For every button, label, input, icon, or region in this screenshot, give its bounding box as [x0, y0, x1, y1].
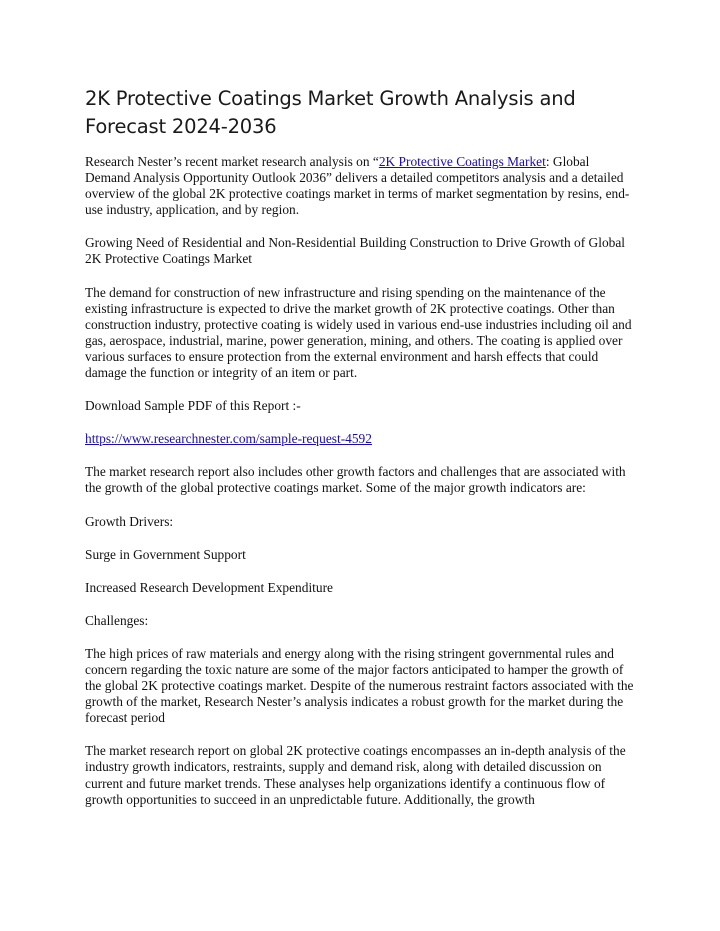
- challenges-label: Challenges:: [85, 612, 149, 628]
- intro-text-after: : Global Demand Analysis Opportunity Outlook 2036” delivers a detailed competitors analysis and a detailed overview of the global 2K protective coatings market in terms of market segmentation by resins, end-use industry, application, and by region.: [85, 154, 630, 218]
- growth-drivers-label: Growth Drivers:: [85, 513, 174, 529]
- intro-text-before: Research Nester’s recent market research analysis on “: [85, 154, 379, 169]
- document-body: [85, 154, 637, 825]
- market-link[interactable]: 2K Protective Coatings Market: [378, 154, 546, 169]
- driver-item: Surge in Government Support: [85, 546, 246, 562]
- report-paragraph: The market research report on global 2K protective coatings encompasses an in-depth analysis of the industry growth indicators, restraints, supply and demand risk, along with detailed discussion on current and future market trends. These analyses help organizations identify a continuous flow of growth opportunities to succeed in an unpredictable future. Additionally, the growth: [85, 743, 626, 807]
- sample-request-link[interactable]: https://www.researchnester.com/sample-request-4592: [85, 431, 372, 447]
- growth-heading: Growing Need of Residential and Non-Residential Building Construction to Drive Growth of Global 2K Protective Coatings Market: [85, 235, 625, 267]
- intro-paragraph: [85, 154, 637, 218]
- download-label: Download Sample PDF of this Report :-: [85, 398, 301, 414]
- challenges-paragraph: The high prices of raw materials and energy along with the rising stringent governmental rules and concern regarding the toxic nature are some of the major factors anticipated to hamper the growth of the global 2K protective coatings market. Despite of the numerous restraint factors associated with the growth of the market, Research Nester’s analysis indicates a robust growth for the market during the forecast period: [85, 645, 634, 726]
- demand-paragraph: The demand for construction of new infrastructure and rising spending on the maintenance of the existing infrastructure is expected to drive the market growth of 2K protective coatings. Other than construction industry, protective coating is widely used in various end-use industries including oil and gas, aerospace, industrial, marine, power generation, mining, and others. The coating is applied over various surfaces to ensure protection from the external environment and harsh effects that could damage the function or integrity of an item or part.: [85, 284, 632, 381]
- sample-link-paragraph: [85, 431, 637, 447]
- driver-item: Increased Research Development Expenditure: [85, 579, 333, 595]
- factors-paragraph: The market research report also includes other growth factors and challenges that are associated with the growth of the global protective coatings market. Some of the major growth indicators are:: [85, 464, 626, 496]
- document-title: 2K Protective Coatings Market Growth Analysis and Forecast 2024-2036: [85, 87, 576, 138]
